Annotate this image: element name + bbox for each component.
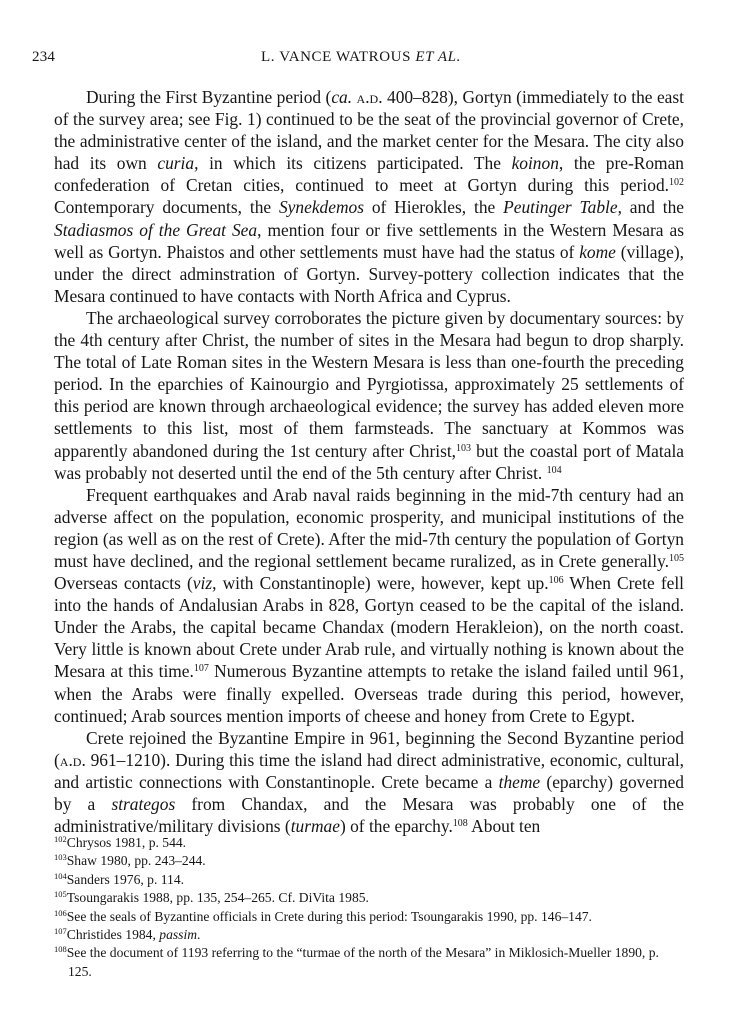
footnote bbox=[54, 852, 684, 870]
text-run: 400–828), Gortyn (immediately to the east of the survey area; see Fig. 1) continued to be the seat of the provincial governor of Crete, the administrative center of the island, and the market center for the Mesara. The city also had its own bbox=[54, 87, 684, 174]
running-head-authors: L. VANCE WATROUS bbox=[261, 49, 412, 65]
text-run: 961–1210). During this time the island had direct administrative, economic, cultural, and artistic connections with Constantinople. Crete became a bbox=[54, 749, 684, 792]
footnotes bbox=[54, 834, 684, 981]
text-run: About ten bbox=[467, 816, 541, 837]
text-run: Crete rejoined the Byzantine Empire in 961, beginning the Second Byzantine period ( bbox=[54, 727, 684, 770]
text-run: See the document of 1193 referring to the “turmae of the north of the Mesara” in Miklosich-Mueller 1890, p. 125. bbox=[66, 945, 659, 979]
small-caps-era: a.d. bbox=[59, 749, 86, 770]
text-run: ) of the eparchy. bbox=[339, 816, 453, 837]
footnote-ref: 103 bbox=[54, 852, 67, 863]
paragraph bbox=[54, 86, 684, 307]
footnote-ref: 105 bbox=[669, 552, 684, 564]
footnote-ref: 102 bbox=[54, 834, 67, 844]
italic-term: koinon bbox=[511, 153, 559, 174]
text-run: , and the bbox=[617, 197, 685, 218]
footnote-ref: 102 bbox=[669, 177, 684, 189]
footnote-ref: 107 bbox=[193, 663, 209, 675]
text-run: of Hierokles, the bbox=[363, 197, 504, 218]
footnote-ref: 104 bbox=[546, 464, 562, 476]
page-number: 234 bbox=[32, 49, 56, 65]
text-run: Frequent earthquakes and Arab naval raids beginning in the mid-7th century had an adverse affect on the population, economic prosperity, and municipal institutions of the region (as well as on the rest of Crete). After the mid-7th century the population of Gortyn must have declined, and the regional settlement became ruralized, as in Crete generally. bbox=[54, 484, 684, 571]
text-run: . bbox=[197, 927, 201, 943]
footnote-ref: 108 bbox=[452, 818, 468, 830]
page-header bbox=[32, 49, 690, 71]
text-run: Tsoungarakis 1988, pp. 135, 254–265. Cf. DiVita 1985. bbox=[66, 890, 369, 906]
footnote bbox=[54, 908, 684, 926]
footnote-ref: 105 bbox=[54, 889, 67, 900]
paragraph bbox=[54, 727, 684, 837]
footnote-ref: 106 bbox=[548, 575, 564, 587]
footnote-ref: 106 bbox=[54, 907, 67, 918]
text-run: from Chandax, and the Mesara was probably one of the administrative/military divisions ( bbox=[54, 794, 685, 837]
text-run: Contemporary documents, the bbox=[54, 197, 279, 218]
text-run: , with Constantinople) were, however, kept up. bbox=[212, 573, 549, 594]
footnote bbox=[54, 834, 684, 852]
italic-term: kome bbox=[579, 241, 616, 262]
italic-term: turmae bbox=[290, 816, 340, 837]
text-run: Chrysos 1981, p. 544. bbox=[66, 835, 187, 850]
small-caps-era: a.d. bbox=[356, 87, 383, 107]
running-head bbox=[32, 49, 690, 66]
italic-term: theme bbox=[498, 771, 541, 792]
italic-term: viz bbox=[192, 573, 213, 594]
footnote bbox=[54, 944, 684, 981]
paragraph bbox=[54, 484, 684, 727]
italic-term: strategos bbox=[111, 794, 176, 814]
footnote bbox=[54, 926, 684, 944]
text-run: The archaeological survey corroborates the picture given by documentary sources: by the 4th century after Christ, the number of sites in the Mesara had begun to drop sharply. The total of Late Roman sites in the Western Mesara is less than one-fourth the preceding period. In the eparchies of Kainourgio and Pyrgiotissa, approximately 25 settlements of this period are known through archaeological evidence; the survey has added eleven more settlements to this list, most of them farmsteads. The sanctuary at Kommos was apparently abandoned during the 1st century after Christ, bbox=[54, 307, 684, 461]
footnote-ref: 108 bbox=[54, 944, 67, 955]
text-run: , in which its citizens participated. The bbox=[194, 153, 512, 174]
text-run: When Crete fell into the hands of Andalusian Arabs in 828, Gortyn ceased to be the capital of the island. Under the Arabs, the capital became Chandax (modern Herakleion), on the north coast. Very little is known about Crete under Arab rule, and virtually nothing is known about the Mesara at this time. bbox=[54, 573, 684, 682]
footnote-ref: 103 bbox=[456, 442, 472, 454]
text-run: Christides 1984, bbox=[66, 927, 160, 943]
italic-term: passim bbox=[159, 927, 198, 943]
text-run: Numerous Byzantine attempts to retake the island failed until 961, when the Arabs were finally expelled. Overseas trade during this period, however, continued; Arab sources mention imports of cheese and honey from Crete to Egypt. bbox=[54, 661, 684, 726]
text-run: See the seals of Byzantine officials in Crete during this period: Tsoungarakis 1990, pp. 146–147. bbox=[66, 908, 592, 924]
text-run: During the First Byzantine period ( bbox=[86, 87, 332, 107]
body-text bbox=[54, 86, 684, 837]
text-run: Shaw 1980, pp. 243–244. bbox=[66, 853, 206, 869]
italic-term: Synekdemos bbox=[278, 197, 364, 218]
text-run: (village), under the direct adminstration of Gortyn. Survey-pottery collection indicates that the Mesara continued to have contacts with North Africa and Cyprus. bbox=[54, 241, 684, 306]
italic-term: Peutinger Table bbox=[503, 197, 618, 218]
footnote bbox=[54, 871, 684, 889]
footnote-ref: 104 bbox=[54, 870, 67, 881]
text-run: (eparchy) governed by a bbox=[54, 771, 684, 814]
text-run: but the coastal port of Matala was probably not deserted until the end of the 5th century after Christ. bbox=[54, 440, 684, 483]
running-head-etal: ET AL. bbox=[415, 49, 461, 65]
italic-term: ca. bbox=[331, 87, 353, 107]
text-run: , the pre-Roman confederation of Cretan cities, continued to meet at Gortyn during this period. bbox=[54, 153, 684, 196]
footnote bbox=[54, 889, 684, 907]
italic-term: curia bbox=[157, 153, 195, 174]
footnote-ref: 107 bbox=[54, 926, 67, 937]
text-run: , mention four or five settlements in the Western Mesara as well as Gortyn. Phaistos and other settlements must have had the status of bbox=[54, 219, 684, 262]
italic-term: Stadiasmos of the Great Sea bbox=[54, 219, 258, 240]
paragraph bbox=[54, 307, 684, 484]
text-run: Overseas contacts ( bbox=[54, 573, 193, 594]
text-run: Sanders 1976, p. 114. bbox=[66, 871, 185, 887]
